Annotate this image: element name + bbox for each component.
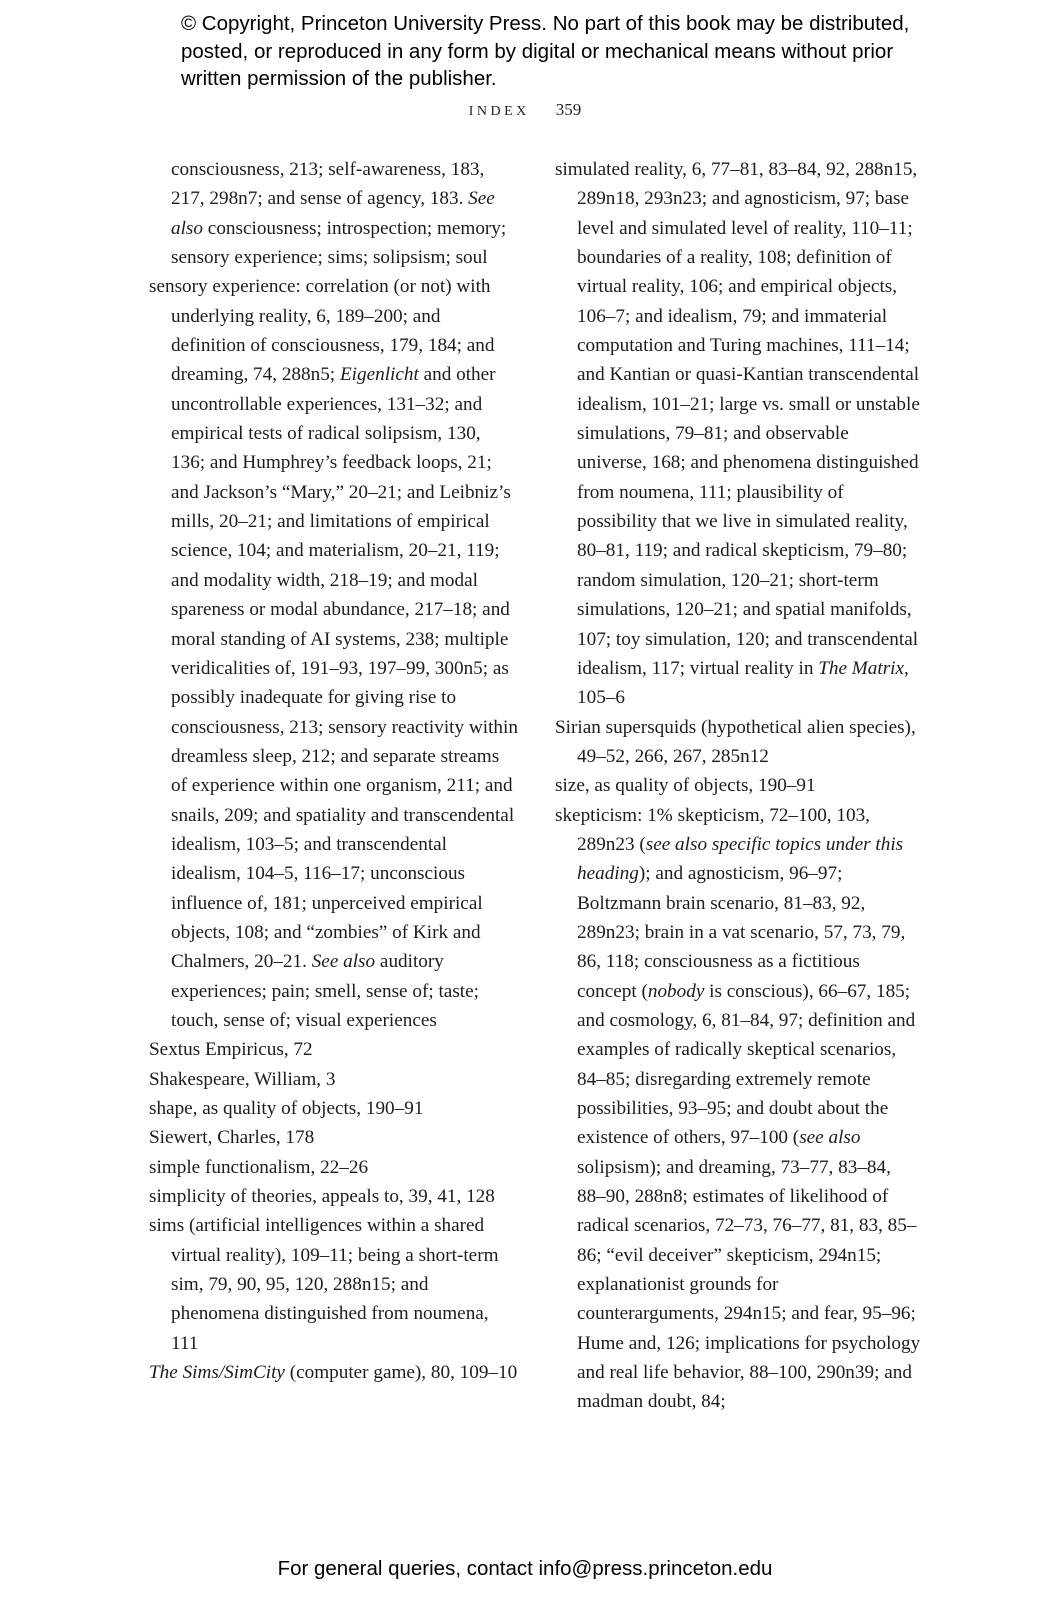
index-entry-italic-text: See also (311, 951, 376, 973)
index-entry-text: ); and agnosticism, 96–97; Boltzmann brain scenario, 81–83, 92, 289n23; brain in a vat scenario, 57, 73, 79, 86, 118; consciousness as a fictitious concept ( (577, 863, 906, 1002)
index-entry-text: solipsism); and dreaming, 73–77, 83–84, 88–90, 288n8; estimates of likelihood of radical scenarios, 72–73, 76–77, 81, 83, 85–86; “evil deceiver” skepticism, 294n15; explanationist grounds for counterarguments, 294n15; and fear, 95–96; Hume and, 126; implications for psychology and real life behavior, 88–100, 290n39; and madman doubt, 84; (577, 1156, 921, 1413)
index-entry (149, 1094, 519, 1123)
index-entry-text: simulated reality, 6, 77–81, 83–84, 92, 288n15, 289n18, 293n23; and agnosticism, 97; base level and simulated level of reality, 110–11; boundaries of a reality, 108; definition of virtual reality, 106; and empirical objects, 106–7; and idealism, 79; and immaterial computation and Turing machines, 111–14; and Kantian or quasi-Kantian transcendental idealism, 101–21; large vs. small or unstable simulations, 79–81; and observable universe, 168; and phenomena distinguished from noumena, 111; plausibility of possibility that we live in simulated reality, 80–81, 119; and radical skepticism, 79–80; random simulation, 120–21; short-term simulations, 120–21; and spatial manifolds, 107; toy simulation, 120; and transcendental idealism, 117; virtual reality in (555, 159, 920, 679)
index-entry (149, 272, 519, 1035)
index-entry (149, 1035, 519, 1064)
index-entry-italic-text: see also (799, 1127, 861, 1149)
index-entry-text: is conscious), 66–67, 185; and cosmology, 6, 81–84, 97; definition and examples of radically skeptical scenarios, 84–85; disregarding extremely remote possibilities, 93–95; and doubt about the existence of others, 97–100 ( (577, 980, 916, 1149)
index-entry (149, 1065, 519, 1094)
index-column-right (555, 155, 923, 1417)
index-entry-text: sims (artificial intelligences within a shared virtual reality), 109–11; being a short-term sim, 79, 90, 95, 120, 288n15; and phenomena distinguished from noumena, 111 (149, 1215, 499, 1354)
index-entry-italic-text: Eigenlicht (339, 364, 419, 386)
index-entry-text: consciousness; introspection; memory; sensory experience; sims; solipsism; soul (171, 217, 507, 269)
running-head (0, 100, 1050, 120)
index-entry (149, 1123, 519, 1152)
index-entry-italic-text: The Matrix (818, 657, 905, 679)
index-entry-text: shape, as quality of objects, 190–91 (149, 1098, 424, 1119)
index-entry (555, 801, 923, 1417)
index-entry (149, 1358, 519, 1387)
index-entry-text: consciousness, 213; self-awareness, 183, 217, 298n7; and sense of agency, 183. (171, 159, 485, 210)
index-entry (149, 1211, 519, 1358)
index-entry-text: , 105–6 (577, 657, 909, 709)
index-entry-text: auditory experiences; pain; smell, sense of; taste; touch, sense of; visual experiences (171, 951, 479, 1031)
index-entry (555, 771, 923, 800)
index-entry (149, 1182, 519, 1211)
running-head-label: INDEX (468, 104, 530, 119)
index-entry-text: Shakespeare, William, 3 (149, 1068, 336, 1090)
index-entry-italic-text: nobody (647, 980, 705, 1002)
index-entry (149, 1153, 519, 1182)
index-entry-text: Sextus Empiricus, 72 (149, 1039, 313, 1061)
index-entry-text: and other uncontrollable experiences, 131–32; and empirical tests of radical solipsism, 130, 136; and Humphrey’s feedback loops, 21; and Jackson’s “Mary,” 20–21; and Leibniz’s mills, 20–21; and limitations of empirical science, 104; and materialism, 20–21, 119; and modality width, 218–19; and modal spareness or modal abundance, 217–18; and moral standing of AI systems, 238; multiple veridicalities of, 191–93, 197–99, 300n5; as possibly inadequate for giving rise to consciousness, 213; sensory reactivity within dreamless sleep, 212; and separate streams of experience within one organism, 211; and snails, 209; and spatiality and transcendental idealism, 103–5; and transcendental idealism, 104–5, 116–17; unconscious influence of, 181; unperceived empirical objects, 108; and “zombies” of Kirk and Chalmers, 20–21. (171, 364, 518, 973)
footer-contact: For general queries, contact info@press.princeton.edu (277, 1557, 773, 1580)
index-entry-italic-text: see also specific topics under this heading (577, 833, 904, 885)
index-entry (149, 155, 519, 272)
page-number: 359 (555, 100, 582, 119)
index-entry-text: sensory experience: correlation (or not) with underlying reality, 6, 189–200; and definition of consciousness, 179, 184; and dreaming, 74, 288n5; (149, 276, 495, 386)
index-entry-italic-text: See also (171, 188, 495, 239)
index-entry-text: simple functionalism, 22–26 (149, 1156, 369, 1178)
index-entry-italic-text: The Sims/SimCity (149, 1362, 285, 1384)
index-entry (555, 713, 923, 772)
index-entry (555, 155, 923, 713)
index-column-left (149, 155, 519, 1387)
copyright-notice: © Copyright, Princeton University Press. No part of this book may be distributed, posted, or reproduced in any form by digital or mechanical means without prior written permission of the publisher. (181, 12, 910, 90)
index-entry-text: (computer game), 80, 109–10 (284, 1362, 518, 1384)
index-entry-text: simplicity of theories, appeals to, 39, 41, 128 (149, 1186, 495, 1208)
index-entry-text: Sirian supersquids (hypothetical alien species), 49–52, 266, 267, 285n12 (555, 716, 916, 767)
index-entry-text: size, as quality of objects, 190–91 (555, 775, 816, 797)
index-entry-text: skepticism: 1% skepticism, 72–100, 103, 289n23 ( (555, 804, 870, 855)
index-entry-text: Siewert, Charles, 178 (149, 1127, 315, 1149)
